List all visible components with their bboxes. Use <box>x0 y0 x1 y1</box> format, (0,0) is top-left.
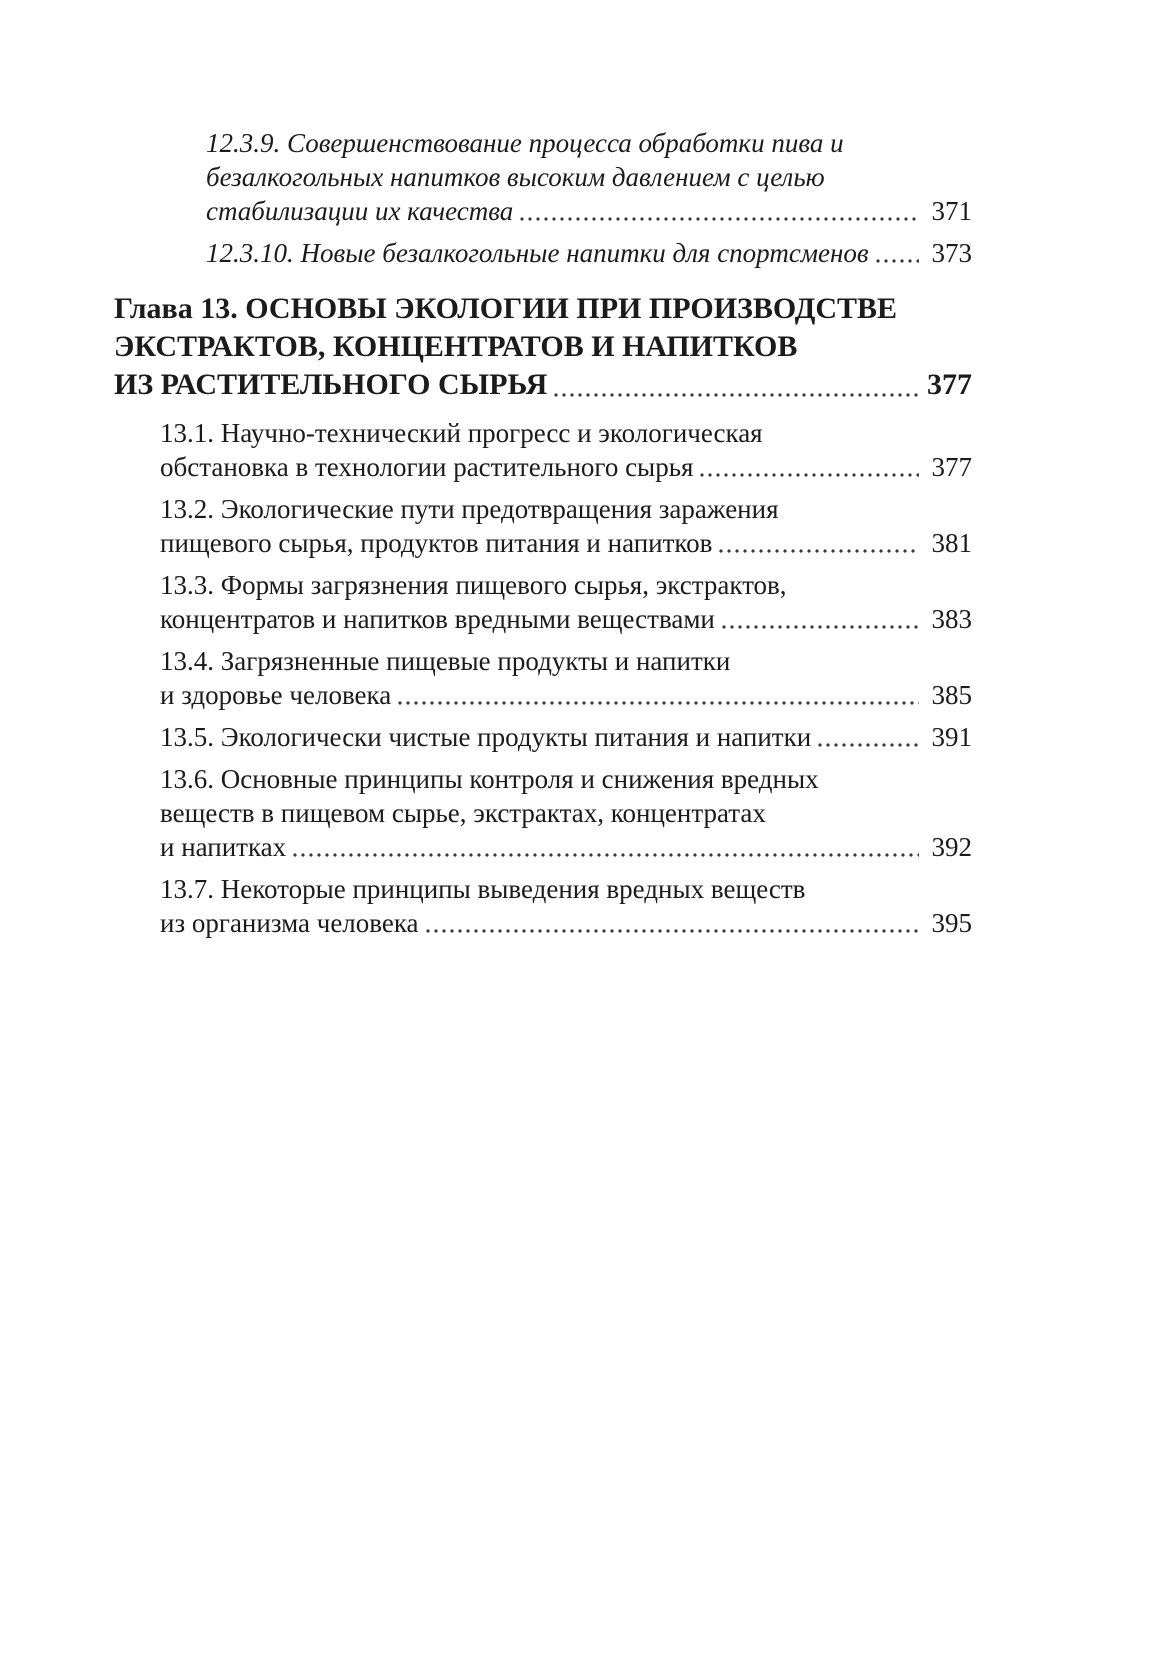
toc-page-number: 377 <box>931 452 972 482</box>
toc-list <box>114 126 972 940</box>
toc-entry-line <box>206 126 972 160</box>
toc-entry-line <box>160 906 972 940</box>
toc-entry-2 <box>114 290 972 404</box>
toc-entry-text: из организма человека <box>160 908 419 938</box>
toc-page-number: 395 <box>931 908 972 938</box>
toc-entry-line <box>160 568 972 602</box>
toc-entry-text: 13.6. Основные принципы контроля и снижения вредных <box>160 764 819 794</box>
toc-entry-line <box>114 366 972 404</box>
toc-entry-line <box>206 194 972 228</box>
dot-leader <box>424 928 919 934</box>
dot-leader <box>698 472 919 478</box>
toc-entry-text: концентратов и напитков вредными веществами <box>160 604 715 634</box>
toc-entry-text: 13.4. Загрязненные пищевые продукты и напитки <box>160 646 731 676</box>
dot-leader <box>518 216 919 222</box>
toc-entry-line <box>206 160 972 194</box>
toc-entry-line <box>160 492 972 526</box>
toc-entry-text: 13.7. Некоторые принципы выведения вредных веществ <box>160 874 806 904</box>
toc-entry-text: веществ в пищевом сырье, экстрактах, концентратах <box>160 798 766 828</box>
toc-entry-text: 13.1. Научно-технический прогресс и экологическая <box>160 418 763 448</box>
toc-entry-line <box>160 644 972 678</box>
toc-page-number: 377 <box>927 368 972 401</box>
toc-entry-line <box>160 872 972 906</box>
toc-entry-line <box>160 720 972 754</box>
toc-entry-8 <box>114 762 972 864</box>
dot-leader <box>720 624 919 630</box>
toc-entry-line <box>160 796 972 830</box>
toc-entry-line <box>160 762 972 796</box>
toc-entry-0 <box>114 126 972 228</box>
toc-entry-line <box>160 678 972 712</box>
toc-page-number: 385 <box>931 680 972 710</box>
toc-page-number: 381 <box>931 528 972 558</box>
toc-entry-line <box>160 830 972 864</box>
toc-entry-1 <box>114 236 972 270</box>
toc-entry-4 <box>114 492 972 560</box>
toc-entry-3 <box>114 416 972 484</box>
toc-page-number: 391 <box>931 722 972 752</box>
toc-entry-line <box>114 290 972 328</box>
toc-page-number: 373 <box>931 238 972 268</box>
toc-entry-line <box>160 526 972 560</box>
toc-entry-text: 12.3.10. Новые безалкогольные напитки для спортсменов <box>206 238 869 268</box>
toc-entry-text: и здоровье человека <box>160 680 392 710</box>
dot-leader <box>291 852 919 858</box>
toc-entry-7 <box>114 720 972 754</box>
toc-entry-line <box>206 236 972 270</box>
toc-page-number: 383 <box>931 604 972 634</box>
toc-entry-9 <box>114 872 972 940</box>
toc-page-number: 392 <box>931 832 972 862</box>
toc-entry-line <box>160 602 972 636</box>
toc-entry-text: и напитках <box>160 832 287 862</box>
dot-leader <box>874 258 919 264</box>
dot-leader <box>717 548 919 554</box>
dot-leader <box>552 392 919 398</box>
dot-leader <box>396 700 919 706</box>
toc-entry-line <box>160 416 972 450</box>
toc-entry-text: стабилизации их качества <box>206 196 514 226</box>
toc-entry-text: обстановка в технологии растительного сырья <box>160 452 694 482</box>
toc-entry-text: 13.3. Формы загрязнения пищевого сырья, экстрактов, <box>160 570 787 600</box>
toc-entry-6 <box>114 644 972 712</box>
toc-entry-line <box>114 328 972 366</box>
toc-entry-text: пищевого сырья, продуктов питания и напитков <box>160 528 713 558</box>
toc-entry-text: ИЗ РАСТИТЕЛЬНОГО СЫРЬЯ <box>114 368 548 401</box>
toc-entry-5 <box>114 568 972 636</box>
toc-entry-text: ЭКСТРАКТОВ, КОНЦЕНТРАТОВ И НАПИТКОВ <box>114 330 798 363</box>
toc-entry-text: 12.3.9. Совершенствование процесса обработки пива и <box>206 128 844 158</box>
toc-entry-line <box>160 450 972 484</box>
toc-page-number: 371 <box>931 196 972 226</box>
toc-entry-text: безалкогольных напитков высоким давлением с целью <box>206 162 825 192</box>
dot-leader <box>816 742 919 748</box>
toc-entry-text: 13.2. Экологические пути предотвращения заражения <box>160 494 779 524</box>
toc-entry-text: Глава 13. ОСНОВЫ ЭКОЛОГИИ ПРИ ПРОИЗВОДСТВЕ <box>114 292 898 325</box>
toc-entry-text: 13.5. Экологически чистые продукты питания и напитки <box>160 722 812 752</box>
